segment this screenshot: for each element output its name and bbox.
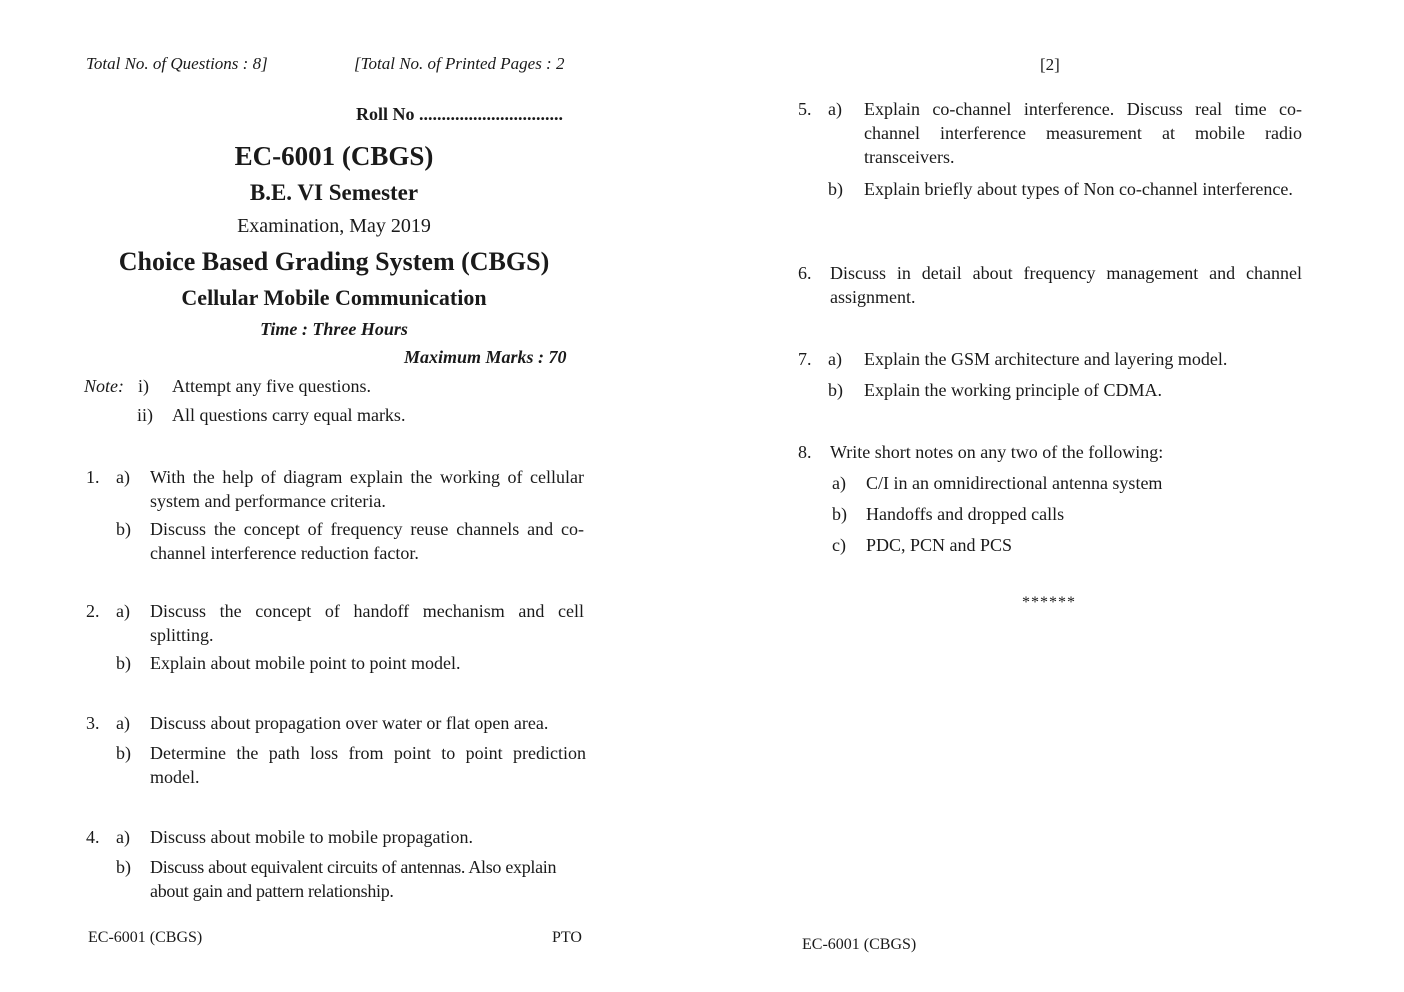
note-num: ii) (137, 405, 153, 425)
part-text: Explain the working principle of CDMA. (864, 380, 1162, 400)
exam-code: EC-6001 (CBGS) (234, 141, 434, 171)
question-number: 3. (86, 713, 100, 733)
part-text: Handoffs and dropped calls (866, 504, 1065, 524)
part-text: C/I in an omnidirectional antenna system (866, 473, 1163, 493)
footer-code: EC-6001 (CBGS) (802, 936, 917, 953)
part-label: b) (116, 653, 131, 673)
page-number: [2] (1040, 55, 1060, 74)
roll-no: Roll No ................................ (356, 104, 563, 124)
part-text: PDC, PCN and PCS (866, 535, 1013, 555)
end-marker: ****** (1022, 594, 1076, 611)
footer-code: EC-6001 (CBGS) (88, 929, 203, 946)
part-text: Explain co-channel interference. Discuss real time co-channel interference measurement at mobile radio transceivers. (864, 99, 1302, 167)
note-num: i) (138, 376, 149, 396)
part-label: b) (832, 504, 847, 524)
question-number: 5. (798, 99, 812, 119)
part-label: b) (116, 857, 131, 877)
part-label: c) (832, 535, 846, 555)
question-number: 1. (86, 467, 100, 487)
note-text: Attempt any five questions. (172, 376, 371, 396)
part-text: Explain the GSM architecture and layering model. (864, 349, 1228, 369)
question-text: Write short notes on any two of the following: (830, 442, 1164, 462)
part-label: a) (116, 713, 130, 733)
note-text: All questions carry equal marks. (172, 405, 406, 425)
note-label: Note: (84, 376, 124, 396)
total-questions: Total No. of Questions : 8] (86, 54, 268, 73)
part-label: b) (116, 519, 131, 539)
part-text: Discuss the concept of frequency reuse channels and co-channel interference reduction factor. (150, 519, 584, 563)
printed-pages: [Total No. of Printed Pages : 2 (354, 54, 565, 73)
question-number: 2. (86, 601, 100, 621)
part-label: b) (828, 380, 843, 400)
left-page (0, 0, 700, 992)
subject-title: Cellular Mobile Communication (181, 285, 487, 310)
part-text: Discuss about propagation over water or flat open area. (150, 713, 549, 733)
part-label: a) (832, 473, 846, 493)
part-label: a) (116, 467, 130, 487)
question-number: 7. (798, 349, 812, 369)
part-label: b) (828, 179, 843, 199)
part-text: Discuss the concept of handoff mechanism and cell splitting. (150, 601, 584, 645)
question-text: Discuss in detail about frequency management and channel assignment. (830, 263, 1302, 307)
footer-pto: PTO (552, 929, 582, 946)
part-label: a) (828, 99, 842, 119)
time-allowed: Time : Three Hours (260, 319, 408, 339)
part-label: a) (116, 827, 130, 847)
part-text: Determine the path loss from point to point prediction model. (150, 743, 586, 787)
question-number: 8. (798, 442, 812, 462)
question-number: 6. (798, 263, 812, 283)
part-text: Discuss about equivalent circuits of antennas. Also explain about gain and pattern relationship. (150, 857, 557, 901)
right-page (702, 0, 1404, 992)
part-label: b) (116, 743, 131, 763)
part-text: Explain about mobile point to point model. (150, 653, 461, 673)
part-text: Discuss about mobile to mobile propagation. (150, 827, 473, 847)
part-text: Explain briefly about types of Non co-channel interference. (864, 179, 1293, 199)
maximum-marks: Maximum Marks : 70 (404, 347, 567, 367)
semester: B.E. VI Semester (249, 180, 419, 205)
part-label: a) (116, 601, 130, 621)
grading-system: Choice Based Grading System (CBGS) (118, 247, 550, 276)
examination-date: Examination, May 2019 (237, 215, 431, 237)
part-text: With the help of diagram explain the working of cellular system and performance criteria. (150, 467, 584, 511)
part-label: a) (828, 349, 842, 369)
question-number: 4. (86, 827, 100, 847)
